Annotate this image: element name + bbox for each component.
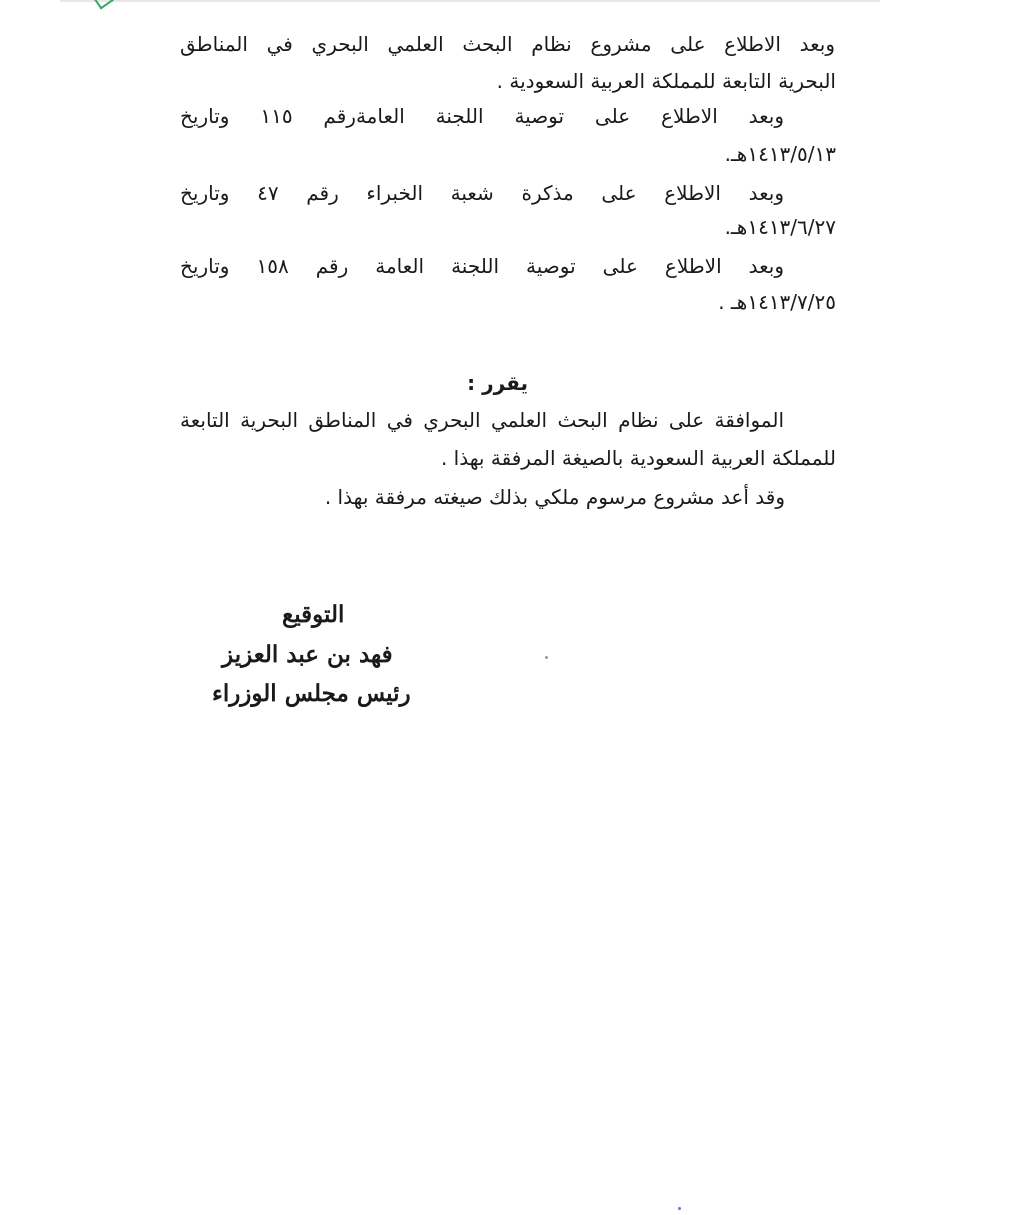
decision-heading: يقرر : [467,371,528,395]
signature-label: التوقيع [282,601,345,628]
page-top-edge [60,0,880,2]
signatory-name: فهد بن عبد العزيز [222,641,393,668]
consideration-3-line-1: وبعد الاطلاع على مذكرة شعبة الخبراء رقم ٤٧ وتاريخ [180,181,784,205]
corner-mark [94,0,114,10]
scan-speck [545,656,548,659]
decision-line-3: وقد أعد مشروع مرسوم ملكي بذلك صيغته مرفقة بهذا . [324,485,785,509]
consideration-4-line-1: وبعد الاطلاع على توصية اللجنة العامة رقم ١٥٨ وتاريخ [180,254,785,278]
consideration-1-line-1: وبعد الاطلاع على مشروع نظام البحث العلمي البحري في المناطق [180,32,835,56]
consideration-3-line-2: ١٤١٣/٦/٢٧هـ. [724,215,836,239]
signatory-title: رئيس مجلس الوزراء [212,680,411,707]
scan-speck [678,1207,681,1210]
decision-line-1: الموافقة على نظام البحث العلمي البحري في المناطق البحرية التابعة [180,408,784,432]
consideration-2-line-1: وبعد الاطلاع على توصية اللجنة العامةرقم ١١٥ وتاريخ [180,104,784,128]
consideration-2-line-2: ١٤١٣/٥/١٣هـ. [724,142,836,166]
consideration-4-line-2: ١٤١٣/٧/٢٥هـ . [718,290,836,314]
consideration-1-line-2: البحرية التابعة للمملكة العربية السعودية . [496,69,836,93]
decision-line-2: للمملكة العربية السعودية بالصيغة المرفقة بهذا . [440,446,836,470]
